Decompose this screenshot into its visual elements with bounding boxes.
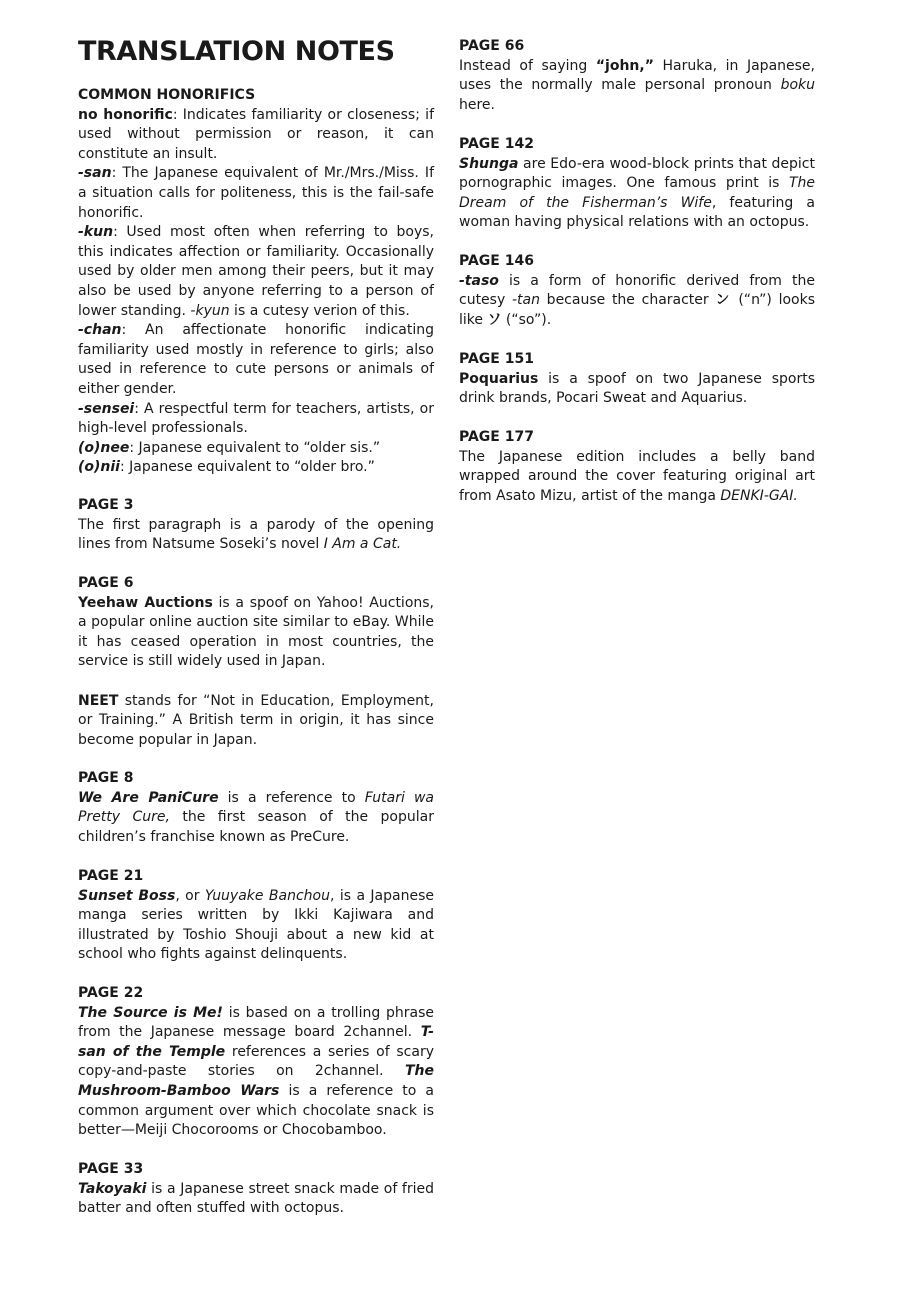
note-heading: PAGE 151: [459, 351, 534, 367]
note-term: -taso: [459, 272, 499, 289]
note-term: NEET: [78, 692, 119, 709]
note-term: The Source is Me!: [78, 1004, 223, 1021]
note-body: is based on a trolling phrase from the Japanese message board 2channel.: [78, 1004, 434, 1041]
note-text: [78, 887, 434, 965]
note-body: is a form of honorific derived from the cutesy: [459, 272, 815, 309]
honorific-san: [78, 164, 434, 223]
note-body: the first season of the popular children’s franchise known as PreCure.: [78, 809, 434, 845]
note-text: [78, 516, 434, 555]
note-text: [459, 448, 815, 507]
note-text: [78, 594, 434, 672]
note-heading: PAGE 3: [78, 497, 134, 513]
note-heading: PAGE 6: [78, 575, 134, 591]
note-page-8: [78, 769, 434, 847]
note-text: [78, 789, 434, 848]
note-word: boku: [780, 77, 815, 94]
honorific-term: -chan: [78, 322, 122, 339]
note-body: is a spoof on Yahoo! Auctions, a popular online auction site similar to eBay. While it has ceased operation in most countries, the service is still widely used in Japan.: [78, 594, 434, 670]
honorific-term: -san: [78, 165, 112, 182]
honorific-variant: -kyun: [190, 302, 230, 319]
note-text: [78, 692, 434, 751]
note-body: , featuring a woman having physical relations with an octopus.: [459, 194, 815, 231]
note-term: We Are PaniCure: [78, 789, 219, 806]
honorific-definition: : Indicates familiarity or closeness; if used without permission or reason, it can constitute an insult.: [78, 106, 434, 162]
note-body: is a spoof on two Japanese sports drink brands, Pocari Sweat and Aquarius.: [459, 370, 815, 407]
note-body: (“so”).: [501, 311, 552, 328]
note-heading: PAGE 177: [459, 429, 534, 445]
note-body: , or: [175, 887, 205, 904]
note-body: because the character: [539, 292, 716, 309]
note-page-22: [78, 984, 434, 1141]
honorific-onee: [78, 439, 434, 459]
honorific-definition-tail: is a cutesy verion of this.: [229, 302, 410, 319]
note-body: Haruka, in Japanese, uses the normally male personal pronoun: [459, 57, 815, 94]
note-text: [459, 155, 815, 233]
page-title: TRANSLATION NOTES: [78, 36, 395, 67]
honorific-none: [78, 106, 434, 165]
note-text: [459, 370, 815, 409]
note-page-3: [78, 496, 434, 555]
honorific-sensei: [78, 400, 434, 439]
note-heading: PAGE 142: [459, 136, 534, 152]
katakana-glyph: ン: [715, 292, 732, 309]
note-page-33: [78, 1160, 434, 1219]
note-term: The Mushroom-Bamboo Wars: [78, 1063, 434, 1099]
honorific-term: no honorific: [78, 106, 173, 123]
honorific-definition: : The Japanese equivalent of Mr./Mrs./Miss. If a situation calls for politeness, this is the fail-safe honorific.: [78, 165, 434, 221]
note-body: The first paragraph is a parody of the opening lines from Natsume Soseki’s novel: [78, 516, 434, 553]
work-title: DENKI-GAI.: [720, 487, 798, 504]
note-page-177: [459, 428, 815, 506]
note-text: [459, 272, 815, 331]
note-term: Sunset Boss: [78, 887, 176, 904]
katakana-glyph: ソ: [487, 311, 502, 328]
honorific-term: (o)nee: [78, 439, 130, 456]
work-title: Futari wa Pretty Cure,: [78, 789, 434, 826]
honorific-definition: : Japanese equivalent to “older bro.”: [119, 459, 375, 476]
note-text: [78, 1180, 434, 1219]
note-term: Poquarius: [459, 370, 539, 387]
honorific-onii: [78, 458, 434, 478]
note-body: (“n”) looks like: [459, 292, 816, 328]
honorific-chan: [78, 321, 434, 399]
note-body: here.: [459, 96, 495, 113]
note-text: [459, 57, 815, 116]
note-heading: PAGE 33: [78, 1161, 144, 1177]
honorific-definition: : Used most often when referring to boys, this indicates affection or familiarity. Occasionally used by older men among their peers, but it may also be used by anyone referring to a person of lower standing.: [78, 224, 434, 319]
note-page-151: [459, 350, 815, 409]
note-term: Takoyaki: [78, 1180, 147, 1197]
note-page-6: [78, 574, 434, 750]
note-body: , is a Japanese manga series written by Ikki Kajiwara and illustrated by Toshio Shouji about a new kid at school who fights against delinquents.: [78, 887, 434, 963]
note-body: stands for “Not in Education, Employment, or Training.” A British term in origin, it has since become popular in Japan.: [78, 692, 434, 748]
note-term: Yeehaw Auctions: [78, 594, 213, 611]
note-heading: PAGE 21: [78, 868, 144, 884]
honorific-term: -sensei: [78, 400, 135, 417]
honorific-term: (o)nii: [78, 459, 120, 476]
honorific-kun: [78, 223, 434, 321]
note-body: is a reference to: [218, 789, 365, 806]
note-body: is a reference to a common argument over which chocolate snack is better—Meiji Chocorooms or Chocobamboo.: [78, 1082, 434, 1139]
note-body: references a series of scary copy-and-paste stories on 2channel.: [78, 1043, 434, 1080]
note-body: The Japanese edition includes a belly band wrapped around the cover featuring original art from Asato Mizu, artist of the manga: [459, 448, 815, 504]
note-heading: PAGE 22: [78, 985, 144, 1001]
honorific-term: -kun: [78, 224, 114, 241]
note-heading: PAGE 66: [459, 38, 525, 54]
note-heading: PAGE 8: [78, 770, 134, 786]
honorific-definition: : Japanese equivalent to “older sis.”: [129, 439, 381, 456]
note-page-142: [459, 135, 815, 233]
note-body: are Edo-era wood-block prints that depict pornographic images. One famous print is: [459, 155, 815, 192]
note-term: T-san of the Temple: [78, 1024, 434, 1060]
honorific-definition: : An affectionate honorific indicating familiarity used mostly in reference to girls; also used in reference to cute persons or animals of either gender.: [78, 322, 434, 397]
work-title: The Dream of the Fisherman’s Wife: [459, 175, 815, 211]
honorific-definition: : A respectful term for teachers, artists, or high-level professionals.: [78, 400, 434, 437]
note-text: [78, 1004, 434, 1141]
work-title: I Am a Cat.: [323, 536, 402, 553]
note-body: Instead of saying: [459, 57, 596, 74]
note-variant: -tan: [511, 292, 540, 309]
note-heading: PAGE 146: [459, 253, 534, 269]
work-title: Yuuyake Banchou: [204, 887, 330, 904]
note-body: is a Japanese street snack made of fried batter and often stuffed with octopus.: [78, 1180, 434, 1217]
note-page-66: [459, 37, 815, 115]
note-term: Shunga: [459, 155, 519, 172]
honorifics-heading: COMMON HONORIFICS: [78, 87, 256, 103]
note-page-21: [78, 867, 434, 965]
note-page-146: [459, 252, 815, 330]
note-quote: “john,”: [595, 57, 654, 74]
honorifics-section: [78, 86, 434, 478]
